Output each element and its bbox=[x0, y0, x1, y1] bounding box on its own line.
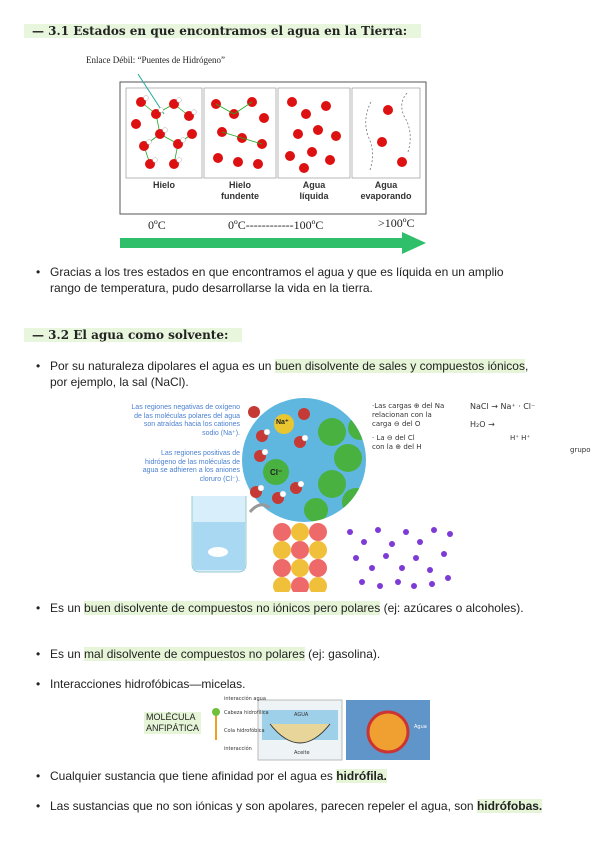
temperature-arrow bbox=[120, 232, 426, 254]
nacl-diagram bbox=[110, 392, 600, 592]
na-ion-label: Na⁺ bbox=[276, 419, 289, 426]
temp-label-above: >100ºC bbox=[378, 216, 415, 230]
section-heading-solvent: — 3.2 El agua como solvente: bbox=[24, 328, 242, 342]
panel-label-ice: Hielo bbox=[152, 180, 175, 190]
section-heading-states: — 3.1 Estados en que encontramos el agua en la Tierra: bbox=[24, 24, 421, 38]
water-states-figure bbox=[86, 52, 436, 257]
bullet-salts: • Por su naturaleza dipolares el agua es un buen disolvente de sales y compuestos iónicos, por ejemplo, la sal (NaCl). bbox=[36, 359, 529, 389]
temp-label-range: 0ºC------------100ºC bbox=[228, 218, 324, 232]
panel-label-liquid: Agua líquida bbox=[299, 180, 329, 201]
panel-label-evaporating: Agua evaporando bbox=[360, 180, 412, 201]
bullet-life: • Gracias a los tres estados en que encontramos el agua y que es líquida en un amplio rango de temperatura, pudo desarrollarse la vida en la tierra. bbox=[36, 265, 504, 295]
note-negative-regions: Las regiones negativas de oxígeno de las moléculas polares del agua son atraídas hacia los cationes sodio (Na⁺). bbox=[131, 404, 240, 437]
cl-ion-label: Cl⁻ bbox=[270, 468, 283, 477]
nacl-figure: Las regiones negativas de oxígeno de las moléculas polares del agua son atraídas hacia los cationes sodio (Na⁺). Las regiones positivas de hidrógeno de las moléculas de agua se adhieren a los aniones cloruro (Cl⁻). Na⁺ Cl⁻ ·Las cargas ⊕ del Na relacionan con la carga ⊖ del O · La ⊖ del Cl con la ⊕ del H NaCl → Na⁺ · Cl⁻ H₂O → H⁺ H⁺ grupo bbox=[110, 392, 600, 592]
bullet-polar: • Es un buen disolvente de compuestos no iónicos pero polares (ej: azúcares o alcoholes). bbox=[36, 601, 524, 615]
panel-label-melting: Hielo fundente bbox=[221, 180, 259, 201]
bullet-nonpolar: • Es un mal disolvente de compuestos no polares (ej: gasolina). bbox=[36, 647, 381, 661]
micelle-diagram bbox=[144, 694, 434, 764]
amphipathic-label: MOLÉCULA ANFIPÁTICA bbox=[146, 712, 200, 733]
bullet-hydrophilic: • Cualquier sustancia que tiene afinidad por el agua es hidrófila. bbox=[36, 769, 387, 783]
bullet-hydrophobic: • Las sustancias que no son iónicas y son apolares, parecen repeler el agua, son hidrófobas. bbox=[36, 799, 543, 813]
note-positive-regions: Las regiones positivas de hidrógeno de las moléculas de agua se adhieren a los aniones cloruro (Cl⁻). bbox=[142, 450, 240, 483]
figure-caption: Enlace Débil: “Puentes de Hidrógeno” bbox=[86, 55, 225, 65]
bullet-micelles: • Interacciones hidrofóbicas—micelas. bbox=[36, 677, 246, 691]
micelle-figure: MOLÉCULA ANFIPÁTICA Cabeza hidrofílica Cola hidrofóbica interacción agua interacción AGUA Aceite Agua bbox=[144, 694, 434, 764]
temp-label-0: 0ºC bbox=[148, 218, 166, 232]
